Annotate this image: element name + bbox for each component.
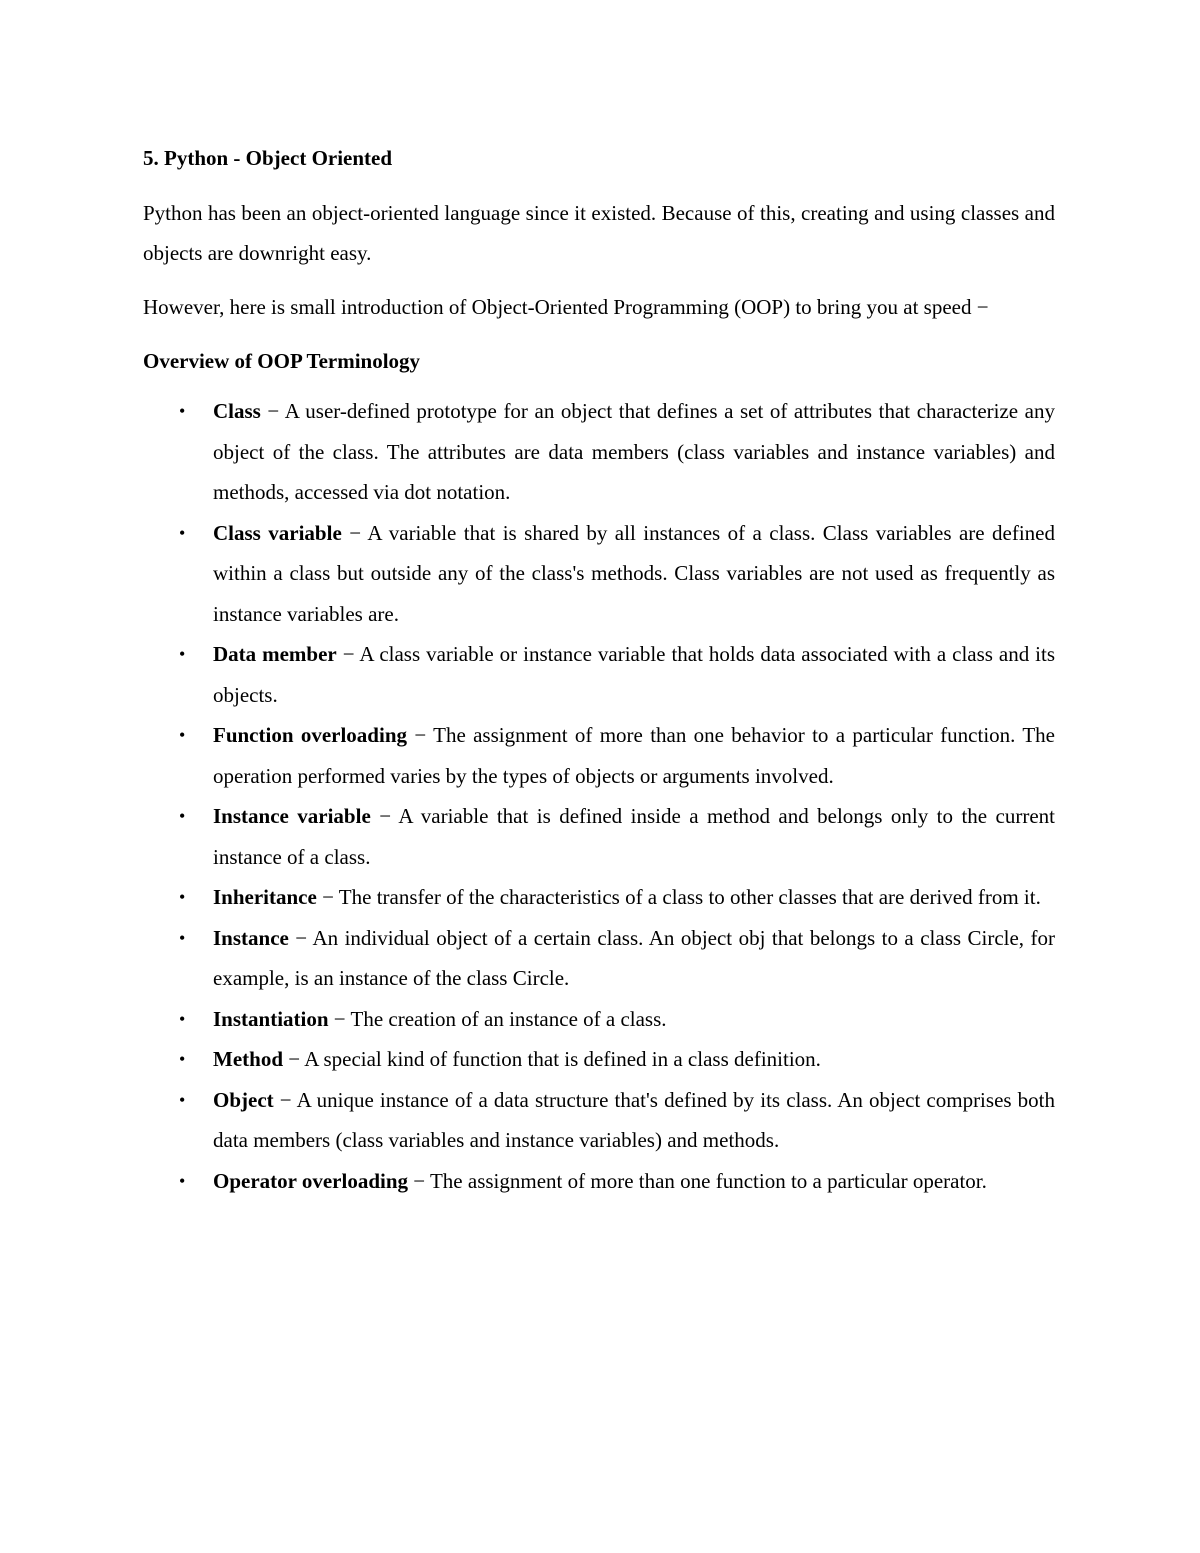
term-definition: A special kind of function that is defined in a class definition. <box>304 1047 821 1071</box>
term-list-item <box>143 715 1055 796</box>
bullet-icon: • <box>179 1170 186 1191</box>
term-definition: A unique instance of a data structure that's defined by its class. An object comprises both data members (class variables and instance variables) and methods. <box>213 1087 1056 1152</box>
term-definition: An individual object of a certain class. An object obj that belongs to a class Circle, for example, is an instance of the class Circle. <box>213 925 1056 990</box>
document-body <box>143 138 1055 1201</box>
term-definition: A class variable or instance variable that holds data associated with a class and its objects. <box>213 642 1056 707</box>
term-list-item <box>143 877 1055 918</box>
bullet-icon: • <box>179 1049 186 1069</box>
bullet-icon: • <box>179 644 186 664</box>
term-name: Data member <box>213 642 337 666</box>
term-definition: The assignment of more than one function to a particular operator. <box>429 1168 987 1193</box>
term-list-item <box>143 1039 1055 1080</box>
term-name: Instance <box>213 925 289 950</box>
term-separator: − <box>341 520 368 545</box>
term-separator: − <box>260 399 285 423</box>
term-separator: − <box>328 1006 351 1031</box>
term-separator: − <box>316 885 339 909</box>
term-list-item <box>143 918 1055 999</box>
section-title: 5. Python - Object Oriented <box>143 146 393 170</box>
term-definition: The creation of an instance of a class. <box>350 1006 667 1031</box>
intro-paragraph-2: However, here is small introduction of Object-Oriented Programming (OOP) to bring you at speed − <box>143 295 989 319</box>
term-name: Instance variable <box>213 804 371 828</box>
term-name: Object <box>213 1087 274 1112</box>
term-name: Operator overloading <box>213 1168 409 1193</box>
bullet-icon: • <box>179 1089 186 1110</box>
term-separator: − <box>283 1047 305 1071</box>
term-list-item <box>143 513 1055 635</box>
bullet-icon: • <box>179 927 186 948</box>
term-definition: The assignment of more than one behavior to a particular function. The operation performed varies by the types of objects or arguments involved. <box>213 723 1055 788</box>
term-definition: A variable that is shared by all instances of a class. Class variables are defined within a class but outside any of the class's methods. Class variables are not used as frequently as instance variables are. <box>213 520 1055 626</box>
term-list-item <box>143 634 1055 715</box>
term-name: Instantiation <box>213 1006 329 1031</box>
terminology-heading: Overview of OOP Terminology <box>143 349 421 373</box>
term-name: Method <box>213 1047 283 1071</box>
term-separator: − <box>407 723 434 747</box>
term-list-item <box>143 1161 1055 1202</box>
term-separator: − <box>370 804 399 828</box>
term-separator: − <box>336 642 360 666</box>
terminology-list <box>143 391 1055 1201</box>
term-separator: − <box>273 1087 297 1112</box>
term-list-item <box>143 999 1055 1040</box>
bullet-icon: • <box>179 401 186 421</box>
term-definition: A variable that is defined inside a method and belongs only to the current instance of a class. <box>213 804 1055 869</box>
term-name: Class <box>213 399 261 423</box>
term-definition: The transfer of the characteristics of a class to other classes that are derived from it. <box>338 885 1041 909</box>
bullet-icon: • <box>179 887 186 907</box>
term-name: Function overloading <box>213 723 408 747</box>
term-list-item <box>143 796 1055 877</box>
term-definition: A user-defined prototype for an object that defines a set of attributes that characterize any object of the class. The attributes are data members (class variables and instance variables) and methods, accessed via dot notation. <box>213 399 1056 504</box>
term-list-item <box>143 1080 1055 1161</box>
term-name: Inheritance <box>213 885 317 909</box>
bullet-icon: • <box>179 806 186 826</box>
intro-paragraph-1: Python has been an object-oriented language since it existed. Because of this, creating and using classes and objects are downright easy. <box>143 201 1055 265</box>
term-list-item <box>143 391 1055 513</box>
bullet-icon: • <box>179 725 186 745</box>
term-separator: − <box>408 1168 430 1193</box>
term-separator: − <box>288 925 313 950</box>
bullet-icon: • <box>179 522 186 543</box>
term-name: Class variable <box>213 520 342 545</box>
bullet-icon: • <box>179 1008 186 1029</box>
